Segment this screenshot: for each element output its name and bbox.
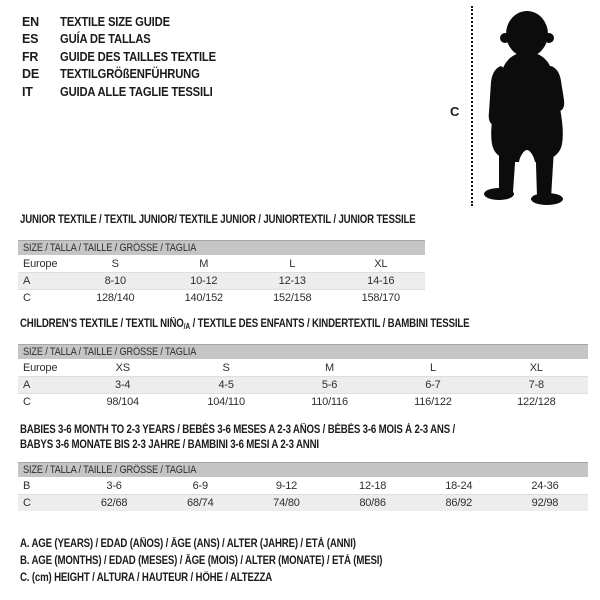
- language-row: [22, 83, 233, 101]
- language-row: [22, 66, 233, 84]
- cell: 122/128: [517, 396, 556, 408]
- cell: 8-10: [104, 275, 126, 287]
- cell: 140/152: [184, 292, 223, 304]
- row-label: C: [23, 497, 31, 509]
- babies-section-title-line1-text: BABIES 3-6 MONTH TO 2-3 YEARS / BEBÉS 3-6 MESES A 2-3 AÑOS / BÉBÉS 3-6 MOIS À 2-3 ANS /: [20, 424, 456, 436]
- babies-section-title-line2: [20, 439, 376, 451]
- size-header-text: SIZE / TALLA / TAILLE / GRÖSSE / TAGLIA: [23, 242, 197, 254]
- babies-section-title-line2-text: BABYS 3-6 MONATE BIS 2-3 JAHRE / BAMBINI 3-6 MESI A 2-3 ANNI: [20, 439, 319, 451]
- table-row: [18, 272, 425, 289]
- cell: 5-6: [321, 379, 338, 391]
- cell: 9-12: [275, 479, 298, 492]
- cell: XL: [374, 257, 388, 270]
- cell: M: [199, 257, 209, 270]
- baby-silhouette-icon: [477, 8, 573, 208]
- cell: S: [111, 257, 119, 270]
- cell: 14-16: [367, 275, 395, 287]
- footnote-b: [20, 555, 451, 567]
- language-code: FR: [22, 49, 39, 64]
- cell: 158/170: [361, 292, 400, 304]
- cell: L: [429, 361, 436, 374]
- height-measure-line: [471, 6, 473, 206]
- babies-section-title-line1: [20, 424, 538, 436]
- babies-size-table: [18, 462, 588, 511]
- language-title: GUIDE DES TAILLES TEXTILE: [60, 49, 216, 64]
- cell: 104/110: [207, 396, 245, 408]
- cell: 10-12: [190, 275, 218, 287]
- title-suffix: / TEXTILE DES ENFANTS / KINDERTEXTIL / BAMBINI TESSILE: [190, 318, 470, 330]
- language-title: GUIDA ALLE TAGLIE TESSILI: [60, 84, 213, 99]
- size-header-bar: [18, 462, 588, 477]
- junior-section-title: [20, 214, 491, 226]
- footnote-c: [20, 572, 320, 584]
- cell: S: [222, 361, 230, 374]
- junior-size-table: [18, 240, 425, 306]
- cell: 68/74: [186, 497, 214, 509]
- cell: 74/80: [273, 497, 300, 509]
- row-label: Europe: [23, 361, 58, 374]
- table-row: [18, 393, 588, 410]
- title-subscript: /A: [183, 322, 191, 331]
- cell: 6-9: [192, 479, 208, 492]
- language-row: [22, 31, 233, 49]
- row-label: C: [23, 396, 31, 408]
- size-header-bar: [18, 240, 425, 255]
- children-size-table: [18, 344, 588, 410]
- cell: 92/98: [531, 497, 559, 509]
- cell: 3-6: [106, 479, 122, 492]
- junior-section-title-text: JUNIOR TEXTILE / TEXTIL JUNIOR/ TEXTILE JUNIOR / JUNIORTEXTIL / JUNIOR TESSILE: [20, 214, 416, 226]
- children-section-title-text: [20, 318, 469, 331]
- cell: 12-18: [359, 479, 387, 492]
- language-code: IT: [22, 84, 33, 99]
- language-code: ES: [22, 32, 39, 47]
- size-header-bar: [18, 344, 588, 359]
- table-row: [18, 477, 588, 494]
- cell: 86/92: [445, 497, 473, 509]
- cell: 128/140: [96, 292, 135, 304]
- cell: 62/68: [100, 497, 128, 509]
- row-label: A: [23, 379, 31, 391]
- footnote-a: [20, 538, 420, 550]
- cell: L: [289, 257, 296, 270]
- cell: 116/122: [414, 396, 452, 408]
- cell: 12-13: [278, 275, 306, 287]
- row-label: C: [23, 292, 31, 304]
- row-label: Europe: [23, 257, 58, 270]
- cell: 7-8: [528, 379, 544, 391]
- language-title: GUÍA DE TALLAS: [60, 32, 151, 47]
- row-label: A: [23, 275, 31, 287]
- size-header-text: SIZE / TALLA / TAILLE / GRÖSSE / TAGLIA: [23, 464, 197, 476]
- footnote-c-text: C. (cm) HEIGHT / ALTURA / HAUTEUR / HÖHE / ALTEZZA: [20, 572, 273, 584]
- language-code: DE: [22, 67, 39, 82]
- language-title: TEXTILE SIZE GUIDE: [60, 14, 170, 29]
- cell: M: [325, 361, 334, 374]
- row-label: B: [23, 479, 31, 492]
- language-title-list: [22, 13, 233, 101]
- height-measure-label: C: [450, 104, 460, 119]
- cell: 110/116: [311, 396, 348, 408]
- cell: 80/86: [359, 497, 386, 509]
- footnote-b-text: B. AGE (MONTHS) / EDAD (MESES) / ÂGE (MOIS) / ALTER (MONATE) / ETÀ (MESI): [20, 555, 383, 567]
- cell: 152/158: [273, 292, 312, 304]
- children-section-title: [20, 318, 555, 331]
- table-row: [18, 376, 588, 393]
- language-row: [22, 13, 233, 31]
- cell: 18-24: [445, 479, 473, 492]
- table-row: [18, 359, 588, 376]
- table-row: [18, 289, 425, 306]
- cell: XL: [529, 361, 543, 374]
- title-prefix: CHILDREN'S TEXTILE / TEXTIL NIÑO: [20, 318, 184, 330]
- size-header-text: SIZE / TALLA / TAILLE / GRÖSSE / TAGLIA: [23, 346, 197, 358]
- table-row: [18, 494, 588, 511]
- cell: 98/104: [106, 396, 139, 408]
- language-code: EN: [22, 14, 39, 29]
- cell: XS: [115, 361, 130, 374]
- language-title: TEXTILGRÖßENFÜHRUNG: [60, 67, 200, 82]
- table-row: [18, 255, 425, 272]
- language-row: [22, 48, 233, 66]
- cell: 24-36: [531, 479, 559, 492]
- cell: 3-4: [115, 379, 131, 391]
- footnote-a-text: A. AGE (YEARS) / EDAD (AÑOS) / ÂGE (ANS) / ALTER (JAHRE) / ETÀ (ANNI): [20, 538, 356, 550]
- cell: 4-5: [218, 379, 234, 391]
- cell: 6-7: [425, 379, 441, 391]
